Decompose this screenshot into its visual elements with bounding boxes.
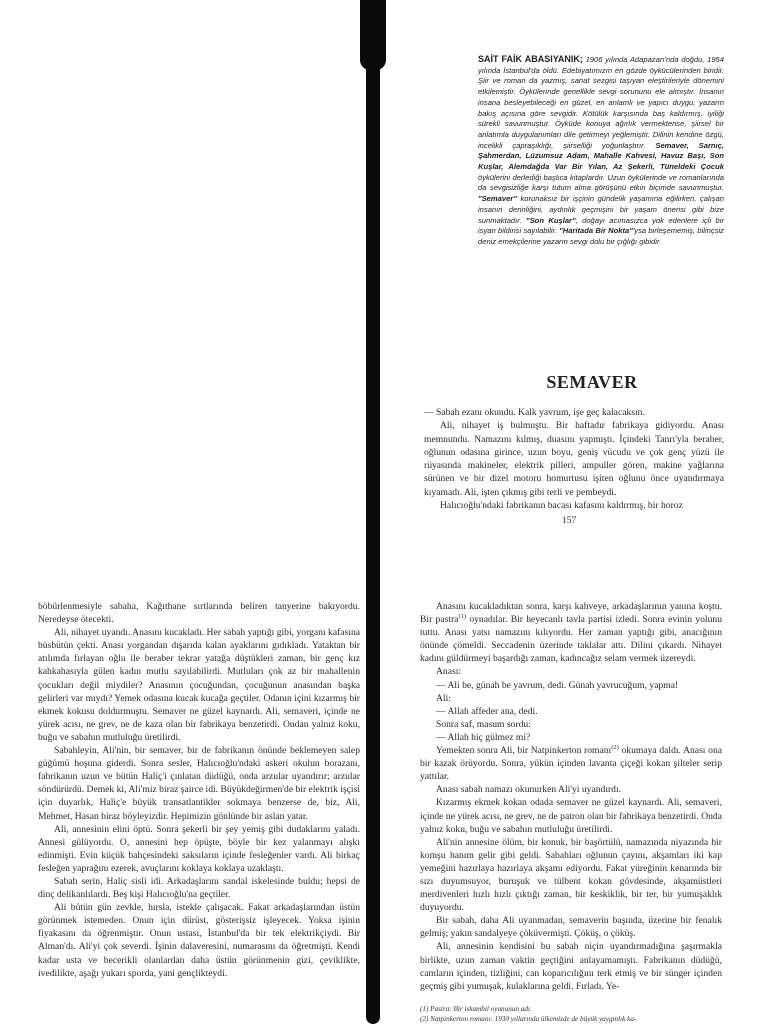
bio-author-name: SAİT FAİK ABASIYANIK; (478, 54, 583, 64)
bio-text: öykülerini derlediği başlıca kitaplardır. Uzun öykülerinde ve romanlarında da sevgisizliğe karşı tutum alma görüşünü etkin biçimde savunmuştur. (478, 172, 724, 193)
paragraph (420, 600, 722, 665)
footnote-ref: (1) (458, 612, 467, 620)
story-opening (424, 406, 724, 512)
paragraph: Ali, nihayet uyandı. Anasını kucakladı. Her sabah yaptığı gibi, yorganı kafasına büsbütün çekti. Anası yorgandan dışarıda kalan ayaklarını gıdıkladı. Yataktan bir atılımda fırlayan oğlu ile beraber tekrar yatağa düştükleri zaman, bir genç kız kahkahasıyla gülen kadın mutlu sayılabilirdi. Mutluları çok az bir mahallenin çocukları değil miydiler? Anasının çocuğundan, çocuğunun anasından başka gelirleri var mıydı? Yemek odasına kucak kucağa geçtiler. Odanın içini kızarmış bir ekmek kokusu doldurmuştu. Semaver ne güzel kaynardı. Ali, semaveri, içinde ne yürek acısı, ne grev, ne de kaza olan bir fabrikaya benzetirdi. Ondan yalnız koku, buğu ve sabahın mutluluğu üretilirdi. (38, 627, 360, 743)
bio-works: Semaver, Sarnıç, Şahmerdan, Lüzumsuz Adam, Mahalle Kahvesi, Havuz Başı, Son Kuşlar, Alemdağda Var Bir Yılan, Az Şekerli, Tüneldeki Çocuk (478, 140, 724, 172)
book-spine-shadow (366, 0, 380, 1024)
paragraph: — Sabah ezanı okundu. Kalk yavrum, işe geç kalacaksın. (424, 407, 645, 418)
text: okumaya daldı. Anası ona bir kazak örüyordu. Sonra, yükün içinden lavanta çiçeği kokan şilteler serip yattılar. (420, 745, 722, 783)
dialog-line: — Ali be, günah be yavrum, dedi. Günah yavrucuğum, yapma! (436, 679, 679, 691)
paragraph: Halıcıoğlu'ndaki fabrikanın bacası kafasını kaldırmış, bir horoz (440, 500, 683, 512)
paragraph: böbürlenmesiyle sabaha, Kağıthane sırtlarında beliren tanyerine bakıyordu. Neredeyse ötecekti. (38, 601, 360, 626)
story-title: SEMAVER (546, 372, 638, 392)
dialog-line: — Allah affeder ana, dedi. (436, 705, 538, 717)
bio-quote: "Semaver" (478, 194, 517, 204)
dialog-line: Sonra saf, masum sordu: (436, 718, 531, 730)
bio-text: 1906 yılında Adapazarı'nda doğdu, 1954 yılında İstanbul'da öldü. Edebiyatımızın en gözde öykücülerinden biridir. Şiir ve roman da yazmış, sanat sezgisi taşıyan eleştirileriyle dönemini etkilemiştir. Öykülerinde genellikle sevgi sorununu ele almıştır. İnsanın insana besleyebileceği en güzel, en anlamlı ve yapıcı duygu, yazarın bakış açısına göre sevgidir. Kötülük karşısında baş kaldırmış, iyiliği sürekli savunmuştur. Öyküde konuya ağırlık vermektense, şiirsel bir anlatımla duygulanımları dile getirmeyi yeğlemiştir. Dilinin kendine özgü, incelikli çapraşıklığı, şiirselliği yoğunlaştırır. (478, 55, 725, 150)
paragraph: Sabah serin, Haliç sisli idi. Arkadaşlarını sandal iskelesinde buldu; hepsi de dinç delikanlılardı. Beş kişi Halıcıoğlu'na geçtiler. (38, 875, 360, 901)
paragraph: Ali bütün gün zevkle, hırsla, istekle çalışacak. Fakat arkadaşlarından üstün görünmek istemeden. Onun için dürüst, gösterişsiz işleyecek. Yoksa işinin fiyakasını da öğrenmiştir. Onun ustası, İstanbul'da bir tek elektrikçiydi. Bir Alman'dı. Ali'yi çok severdi. İşinin dalaveresini, numarasını da öğretmişti. Kendi kadar usta ve becerikli olanlardan daha üstün görünmenin gizi, çeviklikte, ivedilikte, aşağı yukarı sporda, yani gençlikteydi. (38, 902, 360, 979)
footnotes (420, 1004, 722, 1024)
paragraph: Ali, nihayet iş bulmuştu. Bir haftadır fabrikaya gidiyordu. Anası memnundu. Namazını kılmış, duasını yapmıştı. İçindeki Tanrı'yla beraber, oğlunun odasına girince, uzun boyu, geniş vücudu ve çok genç yüzü ile rüyasında makineler, elektrik pilleri, ampuller gören, makine yağlarına sürünen ve bir dizel motoru homurtusu işiten oğlunu önce uyandırmaya kıyamadı. Ali, işten çıkmış gibi terli ve pembeydi. (424, 420, 724, 498)
bio-text: 'ysa birleşememiş, bilinçsiz deniz emekçilerine yazarın sevgi dolu bir çığlığı gibidir. (478, 226, 724, 246)
paragraph: Anası sabah namazı okunurken Ali'yi uyandırdı. (436, 784, 622, 796)
footnote: (2) Natpinkerton romanı: 1930 yıllarında ülkemizde de büyük yaygınlık ka- (420, 1015, 637, 1023)
footnote: (1) Pastra: Bir iskambil oyununun adı. (420, 1005, 532, 1013)
paragraph: Kızarmış ekmek kokan odada semaver ne güzel kaynardı. Ali, semaveri, içinde ne yürek acısı, ne grev, ne de patron olan bir fabrikaya benzetirdi. Onda yalnız koku, buğu ve sabahın mutluluğu üretilirdi. (420, 797, 722, 835)
bio-quote: "Haritada Bir Nokta" (559, 226, 633, 236)
dialog-line: Ali: (436, 692, 451, 704)
bio-quote: "Son Kuşlar" (526, 215, 576, 225)
dialog-line: — Allah hiç gülmez mi? (436, 731, 531, 743)
paragraph: Ali, annesinin kendisini bu sabah niçin uyandırmadığına şaşırmakla birlikte, uzun zaman vaktin geçtiğini anlayamamıştı. Fabrikanın düdüğü, camların içinden, tizliğini, can koparıcılığını terk etmiş ve bir sünger içinden geçmiş gibi yumuşak, kulaklarına geldi. Fırladı. Ye- (420, 941, 722, 992)
paragraph (420, 744, 722, 783)
author-bio (478, 54, 724, 248)
paragraph: Sabahleyin, Ali'nin, bir semaver, bir de fabrikanın önünde beklemeyen salep güğümü hoşuna giderdi. Sonra sesler, Halıcıoğlu'ndaki askeri okulun borazanı, fabrikanın uzun ve bütün Haliç'i çınlatan düdüğü, onda arzular uyandırır; arzular söndürürdü. Demek ki, Ali'miz biraz şairce idi. Büyükdeğirmen'de bir elektrik işçisi için duyarlık, Haliç'e büyük transatlantikler sokmaya benzerse de, biz, Ali, Mehmet, Hasan biraz böyleyizdir. Hepimizin gönlünde bir aslan yatar. (38, 745, 360, 822)
paragraph: Ali, annesinin elini öptü. Sonra şekerli bir şey yemiş gibi dudaklarını yaladı. Annesi gülüyordu. O, annesini hep öpüşte, böyle bir kez yalanmayı alışkı edinmişti. Evin küçük bahçesindeki saksıların içinde fesleğenler vardı. Ali birkaç fesleğen yaprağını ezerek, avuçlarını koklaya koklaya uzaklaştı. (38, 823, 360, 874)
paragraph: Bir sabah, daha Ali uyanmadan, semaverin başında, üzerine bir fenalık gelmiş; yakın sandalyeye çöküvermişti. Çöküş, o çöküş. (420, 915, 722, 940)
footnote-ref: (2) (611, 743, 619, 751)
right-column (420, 600, 722, 993)
bio-text: korunaksız bir işçinin gündelik yaşamına eğilirken, çalışan insanın derinliğini, aydınlık geçmişini bir yaşam önerisi gibi bize sunmaktadır. (478, 194, 724, 225)
bio-text: , doğayı acımasızca yok edenlere içli bir isyan bildirisi sayılabilir. (478, 215, 724, 236)
text: oynadılar. Bir heyecanlı tavla partisi izledi. Sonra evinin yolunu tuttu. Anası yatsı namazını kılıyordu. Her zaman yaptığı gibi, anacığının önünde çömeldi. Seccadenin üzerinde taklalar attı. Dilini çıkardı. Nihayet kadını güldürmeyi başardığı zaman, kadıncağız selam vermek üzereydi. (420, 614, 722, 665)
paragraph: Ali'nin annesine ölüm, bir konuk, bir başörtülü, namazında niyazında bir komşu hanım gelir gibi geldi. Sabahları oğlunun çayını, akşamları iki kap yemeğini hazırlaya hazırlaya akşamı ediyordu. Fakat yüreğinin kenarında bir sızı duyumsuyor, buruşuk ve tülbent kokan gövdesinde, akşamüstleri merdivenleri hızlı hızlı çıktığı zaman, bir keskiklik, bir ter, bir yumuşaklık duyuyordu. (420, 836, 722, 914)
text: Yemekten sonra Ali, bir Natpinkerton romanı (436, 745, 612, 757)
page-number: 157 (562, 516, 577, 526)
text: Anasını kucakladıktan sonra, karşı kahveye, arkadaşlarının yanına koştu. Bir pastra (420, 601, 722, 626)
dialog-line: Anası: (436, 666, 462, 678)
left-column (38, 600, 360, 980)
